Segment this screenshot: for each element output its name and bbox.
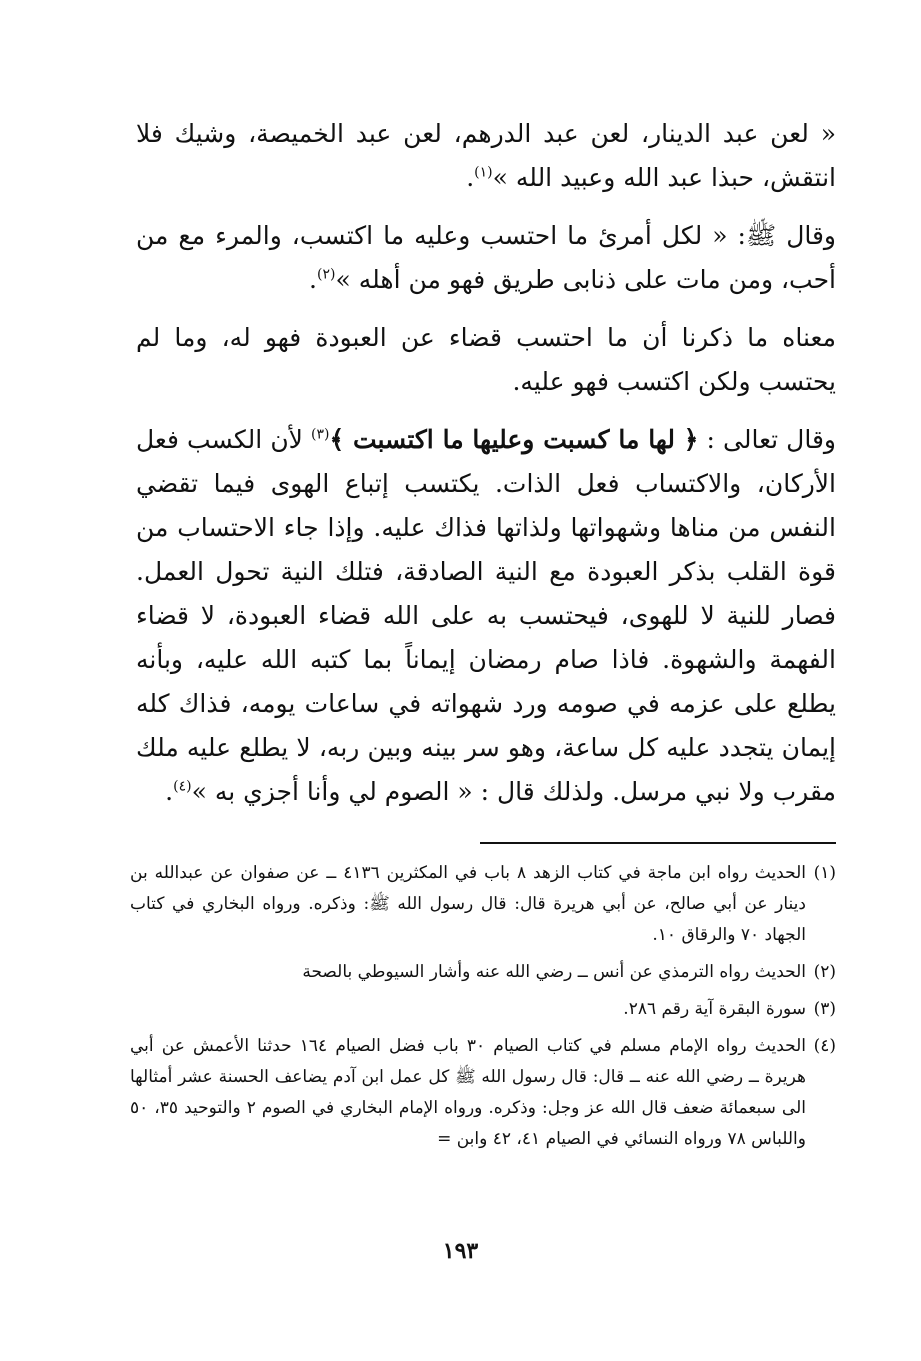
main-text	[136, 112, 836, 814]
paragraph-4-pre: وقال تعالى :	[698, 425, 836, 454]
paragraph-2	[136, 214, 836, 302]
paragraph-3-text: معناه ما ذكرنا أن ما احتسب قضاء عن العبودة فهو له، وما لم يحتسب ولكن اكتسب فهو عليه.	[136, 323, 836, 396]
paragraph-3	[136, 316, 836, 404]
paragraph-1	[136, 112, 836, 200]
footnote-ref-4: (٤)	[173, 778, 192, 795]
footnote-text-2: الحديث رواه الترمذي عن أنس ــ رضي الله عنه وأشار السيوطي بالصحة	[302, 962, 806, 982]
footnote-2	[130, 957, 836, 988]
footnote-4	[130, 1031, 836, 1155]
footnote-number-4: (٤)	[813, 1036, 836, 1056]
footnote-number-1: (١)	[813, 863, 836, 883]
page-number: ١٩٣	[442, 1238, 479, 1264]
footnote-text-1: الحديث رواه ابن ماجة في كتاب الزهد ٨ باب في المكثرين ٤١٣٦ ــ عن صفوان عن عبدالله بن دينار عن أبي صالح، عن أبي هريرة قال: قال رسول الله ﷺ: وذكره. ورواه البخاري في كتاب الجهاد ٧٠ والرقاق ١٠.	[130, 863, 806, 945]
paragraph-4-tail: .	[165, 777, 174, 806]
paragraph-4-post: لأن الكسب فعل الأركان، والاكتساب فعل الذات. يكتسب إتباع الهوى فيما تقضي النفس من مناها وشهواتها ولذاتها فذاك عليه. وإذا جاء الاحتساب من قوة القلب بذكر العبودة مع النية الصادقة، فتلك النية تحول العمل. فصار للنية لا للهوى، فيحتسب به على الله قضاء العبودة، لا قضاء الفهمة والشهوة. فاذا صام رمضان إيماناً بما كتبه الله عليه، وبأنه يطلع على عزمه في صومه ورد شهواته في ساعات يومه، فذاك كله إيمان يتجدد عليه كل ساعة، وهو سر بينه وبين ربه، لا يطلع عليه ملك مقرب ولا نبي مرسل. ولذلك قال : « الصوم لي وأنا أجزي به »	[136, 425, 836, 806]
footnote-ref-1: (١)	[474, 164, 493, 181]
footnote-divider	[480, 842, 836, 844]
footnote-text-4: الحديث رواه الإمام مسلم في كتاب الصيام ٣٠ باب فضل الصيام ١٦٤ حدثنا الأعمش عن أبي هريرة ــ رضي الله عنه ــ قال: قال رسول الله ﷺ كل عمل ابن آدم يضاعف الحسنة عشر أمثالها الى سبعمائة ضعف قال الله عز وجل: وذكره. ورواه الإمام البخاري في الصوم ٢ والتوحيد ٣٥، ٥٠ واللباس ٧٨ ورواه النسائي في الصيام ٤١، ٤٢ وابن =	[130, 1036, 806, 1149]
footnote-ref-3: (٣)	[311, 426, 330, 443]
paragraph-2-tail: .	[309, 265, 317, 294]
paragraph-2-text: وقال ﷺ: « لكل أمرئ ما احتسب وعليه ما اكتسب، والمرء مع من أحب، ومن مات على ذنابى طريق فهو من أهله »	[136, 221, 836, 294]
paragraph-1-tail: .	[466, 163, 475, 192]
footnote-text-3: سورة البقرة آية رقم ٢٨٦.	[623, 999, 806, 1019]
footnotes	[130, 858, 836, 1161]
quran-verse: ﴿ لها ما كسبت وعليها ما اكتسبت ﴾	[329, 425, 699, 454]
footnote-1	[130, 858, 836, 951]
footnote-3	[130, 994, 836, 1025]
footnote-number-3: (٣)	[813, 999, 836, 1019]
footnote-number-2: (٢)	[813, 962, 836, 982]
paragraph-1-text: « لعن عبد الدينار، لعن عبد الدرهم، لعن عبد الخميصة، وشيك فلا انتقش، حبذا عبد الله وعبيد الله »	[136, 119, 836, 192]
paragraph-4	[136, 418, 836, 814]
footnote-ref-2: (٢)	[317, 266, 336, 283]
